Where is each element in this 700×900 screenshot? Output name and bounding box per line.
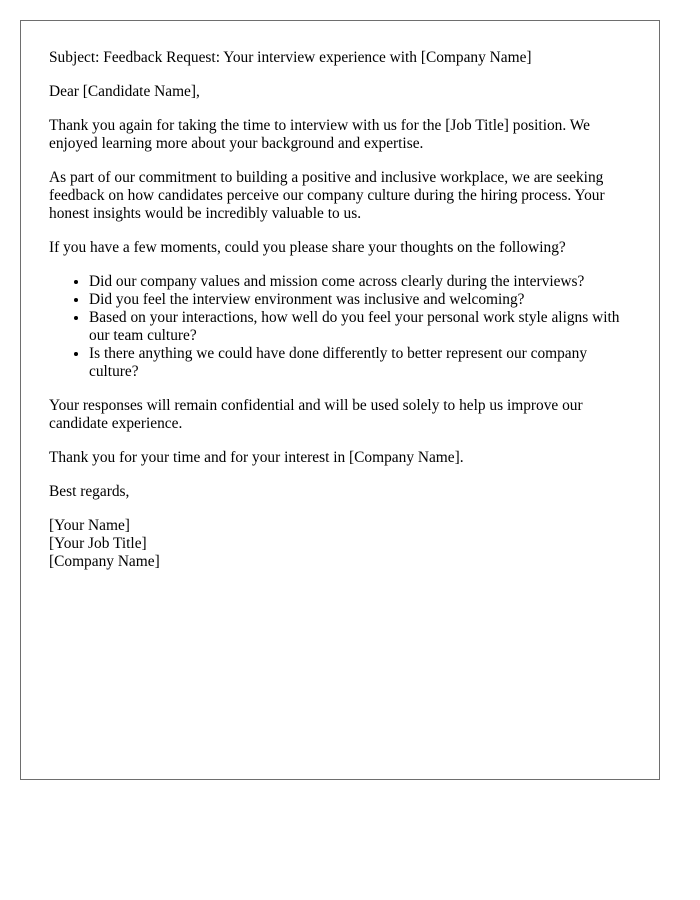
subject-line: Subject: Feedback Request: Your interview experience with [Company Name] — [49, 49, 532, 66]
paragraph-request: If you have a few moments, could you please share your thoughts on the following? — [49, 239, 566, 256]
greeting: Dear [Candidate Name], — [49, 83, 200, 100]
signature-block — [49, 517, 635, 571]
paragraph-thanks: Thank you for your time and for your interest in [Company Name]. — [49, 449, 464, 466]
signature-company: [Company Name] — [49, 553, 160, 570]
paragraph-confidentiality: Your responses will remain confidential and will be used solely to help us improve our candidate experience. — [49, 397, 583, 432]
signature-job-title: [Your Job Title] — [49, 535, 147, 552]
question-list — [49, 273, 635, 381]
letter-body — [49, 49, 635, 571]
paragraph-feedback-purpose: As part of our commitment to building a positive and inclusive workplace, we are seeking feedback on how candidates perceive our company culture during the hiring process. Your honest insights would be incredibly valuable to us. — [49, 169, 605, 222]
list-item: • Is there anything we could have done differently to better represent our company culture? — [89, 345, 635, 381]
list-item: • Did you feel the interview environment was inclusive and welcoming? — [89, 291, 635, 309]
list-item: • Based on your interactions, how well do you feel your personal work style aligns with our team culture? — [89, 309, 635, 345]
signature-name: [Your Name] — [49, 517, 130, 534]
list-item: • Did our company values and mission come across clearly during the interviews? — [89, 273, 635, 291]
closing: Best regards, — [49, 483, 130, 500]
letter-frame — [20, 20, 660, 780]
paragraph-thank-you: Thank you again for taking the time to interview with us for the [Job Title] position. We enjoyed learning more about your background and expertise. — [49, 117, 590, 152]
